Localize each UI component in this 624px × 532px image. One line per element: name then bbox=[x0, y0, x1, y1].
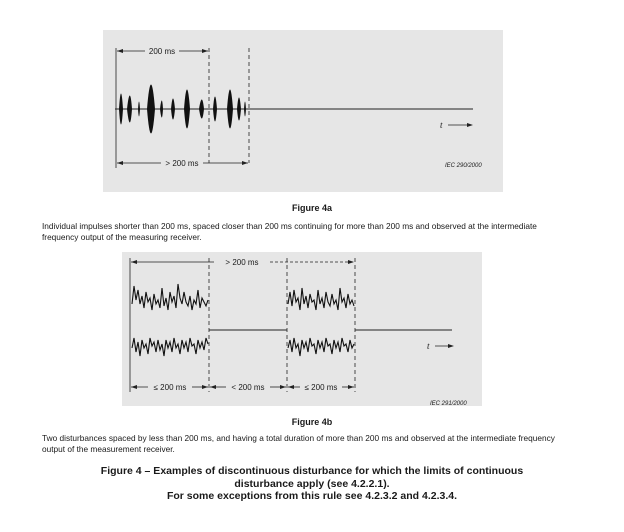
main-caption-line-2: disturbance apply (see 4.2.2.1). bbox=[234, 477, 390, 490]
impulse-burst bbox=[184, 90, 190, 129]
figure-4b-svg bbox=[122, 252, 482, 406]
impulse-burst bbox=[237, 98, 241, 121]
impulse-burst bbox=[171, 99, 175, 120]
figure-4b-description: Two disturbances spaced by less than 200 ms, and having a total duration of more than 200 ms and observed at the intermediate frequency output of the measurement receiver. bbox=[42, 433, 555, 454]
figure-4a-caption: Figure 4a bbox=[291, 203, 332, 213]
arrow-head-icon bbox=[280, 385, 286, 389]
arrow-head-icon bbox=[348, 385, 354, 389]
impulse-burst bbox=[119, 94, 123, 125]
impulse-burst bbox=[160, 101, 163, 118]
arrow-head-icon bbox=[202, 49, 208, 53]
arrow-head-icon bbox=[348, 260, 354, 264]
iec-reference: IEC 290/2000 bbox=[445, 163, 482, 169]
arrow-head-icon bbox=[242, 161, 248, 165]
main-caption-line-3: For some exceptions from this rule see 4.2.3.2 and 4.2.3.4. bbox=[166, 490, 458, 502]
arrow-head-icon bbox=[117, 161, 123, 165]
arrow-right-icon bbox=[448, 344, 454, 348]
burst-2-lower-trace bbox=[288, 338, 354, 356]
label-le-200ms-right: ≤ 200 ms bbox=[304, 383, 338, 392]
time-axis-label: t bbox=[427, 341, 430, 351]
label-gt-200ms: > 200 ms bbox=[165, 159, 199, 168]
impulse-burst bbox=[213, 97, 217, 122]
impulse-burst bbox=[138, 102, 140, 117]
label-200ms: 200 ms bbox=[148, 47, 176, 56]
main-figure-caption bbox=[40, 465, 584, 503]
arrow-head-icon bbox=[202, 385, 208, 389]
figure-4a-svg bbox=[103, 30, 503, 192]
impulse-burst bbox=[147, 85, 155, 134]
impulse-burst bbox=[199, 100, 204, 119]
label-le-200ms-left: ≤ 200 ms bbox=[153, 383, 187, 392]
figure-4a-diagram bbox=[103, 30, 503, 192]
burst-1-upper-trace bbox=[132, 284, 208, 310]
label-gt-200ms-top: > 200 ms bbox=[225, 258, 259, 267]
impulse-burst bbox=[227, 90, 233, 129]
iec-reference: IEC 291/2000 bbox=[430, 401, 467, 406]
burst-2-upper-trace bbox=[288, 288, 354, 310]
arrow-right-icon bbox=[467, 123, 473, 127]
arrow-head-icon bbox=[210, 385, 216, 389]
time-axis-label: t bbox=[440, 120, 443, 130]
arrow-head-icon bbox=[131, 260, 137, 264]
main-caption-line-1: Figure 4 – Examples of discontinuous disturbance for which the limits of continuous bbox=[100, 465, 524, 477]
burst-1-lower-trace bbox=[132, 338, 208, 356]
figure-4b-caption: Figure 4b bbox=[291, 417, 333, 427]
arrow-head-icon bbox=[117, 49, 123, 53]
figure-4a-description: Individual impulses shorter than 200 ms, spaced closer than 200 ms continuing for more than 200 ms and observed at the intermediate frequency output of the measuring receiver. bbox=[42, 221, 537, 242]
figure-4b-diagram bbox=[122, 252, 482, 406]
label-lt-200ms-mid: < 200 ms bbox=[231, 383, 265, 392]
arrow-head-icon bbox=[131, 385, 137, 389]
impulse-burst bbox=[244, 102, 246, 117]
impulse-burst bbox=[127, 96, 132, 123]
arrow-head-icon bbox=[288, 385, 294, 389]
